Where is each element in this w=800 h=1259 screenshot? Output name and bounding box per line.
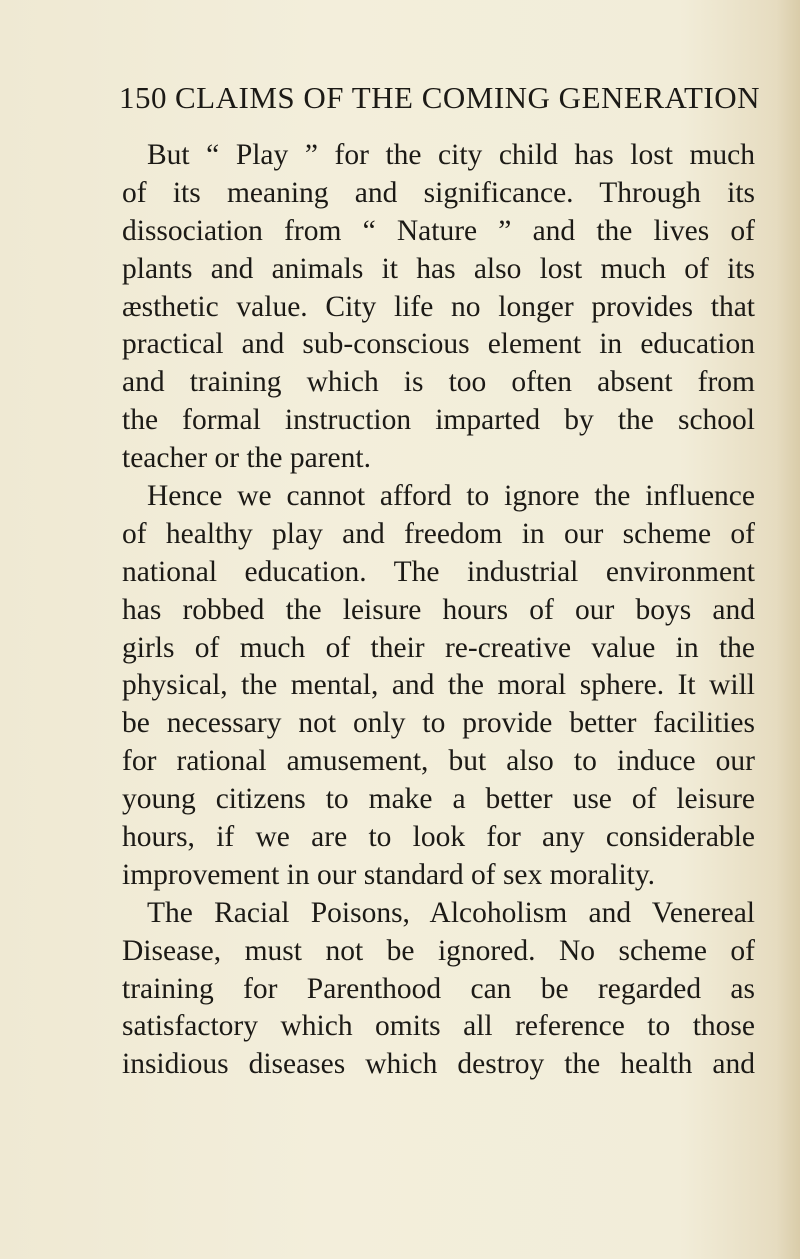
text-line: Hence we cannot afford to ignore the influence	[147, 480, 755, 513]
text-line: training for Parenthood can be regarded as	[122, 972, 755, 1005]
text-line: of healthy play and freedom in our scheme of	[122, 517, 755, 550]
text-line: satisfactory which omits all reference to those	[122, 1010, 755, 1043]
text-line: and training which is too often absent from	[122, 366, 755, 399]
text-line: plants and animals it has also lost much of its	[122, 252, 755, 285]
text-line: be necessary not only to provide better facilities	[122, 707, 755, 740]
text-line: The Racial Poisons, Alcoholism and Venereal	[147, 896, 755, 929]
text-line: of its meaning and significance. Through its	[122, 176, 755, 209]
text-line: young citizens to make a better use of leisure	[122, 783, 755, 816]
text-line: for rational amusement, but also to induce our	[122, 745, 755, 778]
text-line: girls of much of their re-creative value in the	[122, 631, 755, 664]
running-head	[119, 80, 760, 116]
body-text	[122, 137, 755, 1084]
text-line: insidious diseases which destroy the health and	[122, 1048, 755, 1081]
text-line: hours, if we are to look for any considerable	[122, 821, 755, 854]
running-head-title: CLAIMS OF THE COMING GENERATION	[175, 80, 760, 115]
text-line: physical, the mental, and the moral sphere. It will	[122, 669, 755, 702]
text-line: national education. The industrial environment	[122, 555, 755, 588]
text-line: æsthetic value. City life no longer provides that	[122, 290, 755, 323]
text-line: has robbed the leisure hours of our boys and	[122, 593, 755, 626]
text-line: teacher or the parent.	[122, 442, 371, 475]
text-line: improvement in our standard of sex morality.	[122, 858, 656, 891]
page-number: 150	[119, 80, 167, 115]
text-line: dissociation from “ Nature ” and the lives of	[122, 214, 755, 247]
text-line: But “ Play ” for the city child has lost much	[147, 139, 755, 171]
text-line: practical and sub-conscious element in education	[122, 328, 755, 361]
text-line: the formal instruction imparted by the school	[122, 404, 755, 437]
text-line: Disease, must not be ignored. No scheme of	[122, 934, 755, 967]
